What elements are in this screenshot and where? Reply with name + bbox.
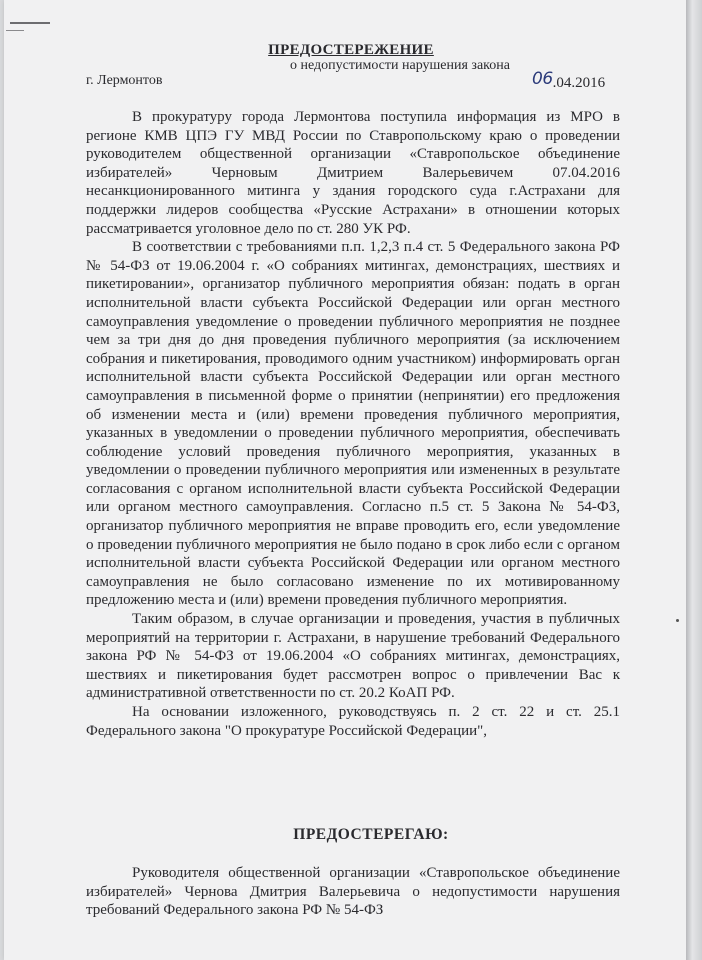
paragraph-addressee: Руководителя общественной организации «Ставропольское объединение избирателей» Чернова Дмитрия Валерьевича о недопустимости нарушения требований Федерального закона РФ № 54-ФЗ bbox=[86, 865, 620, 919]
document-title: ПРЕДОСТЕРЕЖЕНИЕ bbox=[268, 42, 434, 58]
paragraph-information: В прокуратуру города Лермонтова поступила информация из МРО в регионе КМВ ЦПЭ ГУ МВД России по Ставропольскому краю о проведении руководителем общественной организации «Ставропольское объединение избирателей» Черновым Дмитрием Валерьевичем 07.04.2016 несанкционированного митинга у здания городского суда г.Астрахани для поддержки лидеров сообщества «Русские Астрахани» в отношении которых рассматривается уголовное дело по ст. 280 УК РФ. bbox=[86, 109, 620, 237]
document-date bbox=[532, 69, 606, 92]
page-edge-shadow bbox=[686, 0, 702, 960]
scan-artifact-line bbox=[10, 22, 50, 24]
document-subtitle: о недопустимости нарушения закона bbox=[290, 58, 510, 73]
warning-heading: ПРЕДОСТЕРЕГАЮ: bbox=[293, 826, 449, 843]
closing-text bbox=[86, 864, 620, 920]
printed-month-year: .04.2016 bbox=[552, 75, 606, 91]
document-place: г. Лермонтов bbox=[86, 73, 163, 88]
document-body bbox=[86, 108, 620, 740]
paragraph-law-requirements: В соответствии с требованиями п.п. 1,2,3 п.4 ст. 5 Федерального закона РФ № 54-ФЗ от 19.06.2004 г. «О собраниях митингах, демонстрациях, шествиях и пикетировании», организатор публичного мероприятия обязан: подать в орган исполнительной власти субъекта Российской Федерации или орган местного самоуправления уведомление о проведении публичного мероприятия не позднее чем за три дня до дня проведения публичного мероприятия (за исключением собрания и пикетирования, проводимого одним участником) информировать орган исполнительной власти субъекта Российской Федерации или орган местного самоуправления в письменной форме о принятии (непринятии) его предложения об изменении места и (или) времени проведения публичного мероприятия, указанных в уведомлении о проведении публичного мероприятия, обеспечивать соблюдение условий проведения публичного мероприятия, указанных в уведомлении о проведении публичного мероприятия или измененных в результате согласования с органом исполнительной власти субъекта Российской Федерации или органом местного самоуправления. Согласно п.5 ст. 5 Закона № 54-ФЗ, организатор публичного мероприятия не вправе проводить его, если уведомление о проведении публичного мероприятия не было подано в срок либо если с органом исполнительной власти субъекта Российской Федерации или органом местного самоуправления не было согласовано изменение по их мотивированному предложению места и (или) времени проведения публичного мероприятия. bbox=[86, 239, 620, 609]
scan-artifact-dot bbox=[676, 619, 679, 622]
scan-artifact-line-small bbox=[6, 30, 24, 31]
paragraph-basis: На основании изложенного, руководствуясь п. 2 ст. 22 и ст. 25.1 Федерального закона "О прокуратуре Российской Федерации", bbox=[86, 704, 620, 739]
paragraph-consequence: Таким образом, в случае организации и проведения, участия в публичных мероприятий на территории г. Астрахани, в нарушение требований Федерального закона РФ № 54-ФЗ от 19.06.2004 «О собраниях митингах, демонстрациях, шествиях и пикетирования будет рассмотрен вопрос о привлечении Вас к административной ответственности по ст. 20.2 КоАП РФ. bbox=[86, 611, 620, 702]
handwritten-day: 06 bbox=[532, 69, 553, 89]
